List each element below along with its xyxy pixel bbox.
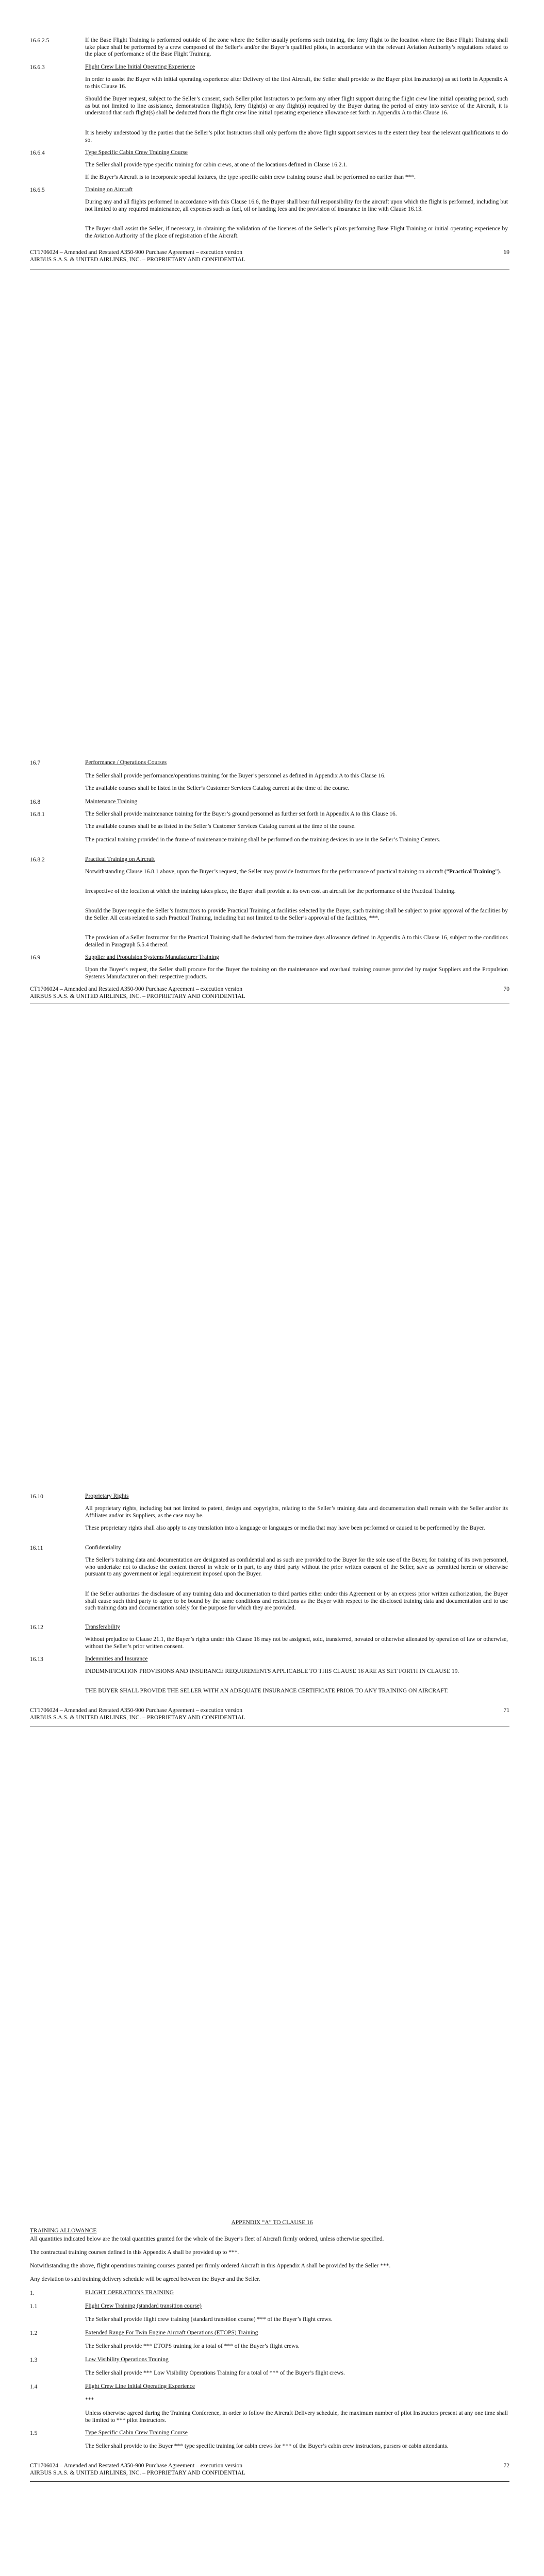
clause-number: 16.13 <box>30 1656 43 1663</box>
clause-text: If the Seller authorizes the disclosure of any training data and documentation to third parties either under this Agreement or by an express prior written authorization, the Buyer shall cause such third party to agree to be bound by the same conditions and restrictions as the Buyer with respect to the disclosed training data and documentation and to use such training data and documentation solely for the purpose for which they are provided. <box>85 1591 508 1611</box>
clause-text: The practical training provided in the frame of maintenance training shall be performed on the training devices in use in the Seller’s Training Centers. <box>85 837 440 843</box>
section-text: The Seller shall provide flight crew training (standard transition course) *** of the Buyer’s flight crews. <box>85 2316 333 2323</box>
clause-number: 16.6.5 <box>30 187 45 193</box>
clause-text: The provision of a Seller Instructor for the Practical Training shall be deducted from the trainee days allowance defined in Appendix A to this Clause 16, subject to the conditions detailed in Paragraph 5.5.4 thereof. <box>85 935 508 948</box>
clause-text: The Seller shall provide performance/operations training for the Buyer’s personnel as defined in Appendix A to this Clause 16. <box>85 773 386 779</box>
clause-number: 16.8.2 <box>30 857 45 863</box>
footer-line-1: CT1706024 – Amended and Restated A350-900 Purchase Agreement – execution version <box>30 249 242 256</box>
page-number: 69 <box>503 249 509 256</box>
intro-paragraph: The contractual training courses defined in this Appendix A shall be provided up to ***. <box>30 2249 239 2256</box>
clause-number: 16.6.3 <box>30 64 45 71</box>
clause-heading: Maintenance Training <box>85 799 138 805</box>
section-text: The Seller shall provide *** Low Visibility Operations Training for a total of *** of the Buyer’s flight crews. <box>85 2370 345 2376</box>
clause-text: All proprietary rights, including but not limited to patent, design and copyrights, relating to the Seller’s training data and documentation shall remain with the Seller and/or its Affiliates and/or its Suppliers, as the case may be. <box>85 1505 508 1519</box>
clause-number: 16.6.4 <box>30 150 45 156</box>
clause-number: 16.9 <box>30 955 41 961</box>
appendix-subtitle: TRAINING ALLOWANCE <box>30 2228 97 2234</box>
clause-text: THE BUYER SHALL PROVIDE THE SELLER WITH AN ADEQUATE INSURANCE CERTIFICATE PRIOR TO ANY TRAINING ON AIRCRAFT. <box>85 1688 449 1694</box>
section-heading: Low Visibility Operations Training <box>85 2357 169 2363</box>
clause-text: In order to assist the Buyer with initial operating experience after Delivery of the first Aircraft, the Seller shall provide to the Buyer pilot Instructor(s) as set forth in Appendix A to this Clause 16. <box>85 76 508 90</box>
page-number: 71 <box>503 1707 509 1714</box>
section-heading: Extended Range For Twin Engine Aircraft Operations (ETOPS) Training <box>85 2330 258 2336</box>
page-footer <box>30 2463 509 2477</box>
page-number: 70 <box>503 986 509 992</box>
clause-text: If the Buyer’s Aircraft is to incorporate special features, the type specific cabin crew training course shall be performed no earlier than ***. <box>85 174 416 180</box>
clause-number: 16.10 <box>30 1494 43 1500</box>
clause-text: Notwithstanding Clause 16.8.1 above, upon the Buyer’s request, the Seller may provide Instructors for the performance of practical training on aircraft (“Practical Training”). <box>85 869 501 875</box>
footer-line-2: AIRBUS S.A.S. & UNITED AIRLINES, INC. – PROPRIETARY AND CONFIDENTIAL <box>30 256 245 263</box>
clause-text: During any and all flights performed in accordance with this Clause 16.6, the Buyer shall bear full responsibility for the aircraft upon which the flight is performed, including but not limited to any required maintenance, all expenses such as fuel, oil or landing fees and the provision of insurance in line with Clause 16.13. <box>85 199 508 212</box>
clause-text: The available courses shall be as listed in the Seller’s Customer Services Catalog current at the time of the course. <box>85 823 356 829</box>
section-text: The Seller shall provide *** ETOPS training for a total of *** of the Buyer’s flight crews. <box>85 2343 300 2349</box>
clause-text: The Seller shall provide maintenance training for the Buyer’s ground personnel as further set forth in Appendix A to this Clause 16. <box>85 811 397 817</box>
section-number: 1.4 <box>30 2384 38 2390</box>
page-footer <box>30 249 509 263</box>
clause-text: INDEMNIFICATION PROVISIONS AND INSURANCE REQUIREMENTS APPLICABLE TO THIS CLAUSE 16 ARE AS SET FORTH IN CLAUSE 19. <box>85 1668 459 1674</box>
intro-paragraph: All quantities indicated below are the total quantities granted for the whole of the Buyer’s fleet of Aircraft firmly ordered, unless otherwise specified. <box>30 2236 384 2242</box>
page-divider <box>30 2481 509 2482</box>
clause-heading: Indemnities and Insurance <box>85 1656 148 1662</box>
section-number: 1. <box>30 2290 35 2296</box>
section-text: Unless otherwise agreed during the Training Conference, in order to follow the Aircraft Delivery schedule, the maximum number of pilot Instructors present at any one time shall be limited to *** pilot Instructors. <box>85 2410 508 2424</box>
clause-heading: Confidentiality <box>85 1545 121 1551</box>
clause-text: These proprietary rights shall also apply to any translation into a language or languages or media that may have been performed or caused to be performed by the Buyer. <box>85 1525 485 1531</box>
section-text: The Seller shall provide to the Buyer *** type specific training for cabin crews for *** of the Buyer’s cabin crew instructors, pursers or cabin attendants. <box>85 2443 449 2449</box>
page-number: 72 <box>503 2463 509 2469</box>
clause-heading: Supplier and Propulsion Systems Manufacturer Training <box>85 954 219 960</box>
clause-text: Irrespective of the location at which the training takes place, the Buyer shall provide at its own cost an aircraft for the performance of the Practical Training. <box>85 888 456 894</box>
clause-heading: Transferability <box>85 1624 120 1630</box>
clause-text: It is hereby understood by the parties that the Seller’s pilot Instructors shall only perform the above flight support services to the extent they bear the relevant qualifications to do so. <box>85 130 508 143</box>
page-footer <box>30 1707 509 1721</box>
appendix-title: APPENDIX “A” TO CLAUSE 16 <box>231 2219 313 2226</box>
clause-text: The Seller’s training data and documentation are designated as confidential and as such are provided to the Buyer for the sole use of the Buyer, for training of its own personnel, who undertake not to disclose the content thereof in whole or in part, to any third party without the prior written consent of the Seller, save as permitted herein or otherwise pursuant to any government or legal requirement imposed upon the Buyer. <box>85 1557 508 1577</box>
clause-number: 16.12 <box>30 1624 43 1631</box>
clause-text: The Buyer shall assist the Seller, if necessary, in obtaining the validation of the licenses of the Seller’s pilots performing Base Flight Training or initial operating experience by the Aviation Authority of the place of registration of the Aircraft. <box>85 226 508 239</box>
clause-text: Should the Buyer require the Seller’s Instructors to provide Practical Training at facilities selected by the Buyer, such training shall be subject to prior approval of the facilities by the Seller. All costs related to such Practical Training, including but not limited to the Seller’s approval of the facilities, ***. <box>85 908 508 921</box>
clause-heading: Performance / Operations Courses <box>85 759 167 766</box>
section-heading: Flight Crew Line Initial Operating Experience <box>85 2383 195 2389</box>
clause-heading: Proprietary Rights <box>85 1493 129 1499</box>
section-number: 1.2 <box>30 2330 38 2336</box>
section-heading: Type Specific Cabin Crew Training Course <box>85 2430 188 2436</box>
footer-line-2: AIRBUS S.A.S. & UNITED AIRLINES, INC. – PROPRIETARY AND CONFIDENTIAL <box>30 993 245 999</box>
clause-text: Upon the Buyer’s request, the Seller shall procure for the Buyer the training on the maintenance and overhaul training courses provided by major Suppliers and the Propulsion Systems Manufacturer on their respective products. <box>85 967 508 980</box>
section-number: 1.3 <box>30 2357 38 2363</box>
section-number: 1.5 <box>30 2430 38 2436</box>
page-footer <box>30 986 509 1000</box>
footer-line-2: AIRBUS S.A.S. & UNITED AIRLINES, INC. – PROPRIETARY AND CONFIDENTIAL <box>30 1714 245 1721</box>
clause-number: 16.8 <box>30 799 41 805</box>
section-heading: Flight Crew Training (standard transition course) <box>85 2303 202 2309</box>
clause-number: 16.8.1 <box>30 811 45 818</box>
section-number: 1.1 <box>30 2303 38 2310</box>
footer-line-1: CT1706024 – Amended and Restated A350-900 Purchase Agreement – execution version <box>30 2463 242 2469</box>
clause-text: The available courses shall be listed in the Seller’s Customer Services Catalog current at the time of the course. <box>85 785 350 791</box>
defined-term: Practical Training <box>449 869 496 875</box>
clause-text: Without prejudice to Clause 21.1, the Buyer’s rights under this Clause 16 may not be assigned, sold, transferred, novated or otherwise alienated by operation of law or otherwise, without the Seller’s prior written consent. <box>85 1636 508 1650</box>
clause-number: 16.7 <box>30 760 41 766</box>
section-heading: FLIGHT OPERATIONS TRAINING <box>85 2290 174 2296</box>
footer-line-2: AIRBUS S.A.S. & UNITED AIRLINES, INC. – PROPRIETARY AND CONFIDENTIAL <box>30 2469 245 2476</box>
footer-line-1: CT1706024 – Amended and Restated A350-900 Purchase Agreement – execution version <box>30 986 242 992</box>
clause-text: The Seller shall provide type specific training for cabin crews, at one of the locations defined in Clause 16.2.1. <box>85 162 348 168</box>
clause-text: If the Base Flight Training is performed outside of the zone where the Seller usually performs such training, the ferry flight to the location where the Base Flight Training shall take place shall be performed by a crew composed of the Seller’s and/or the Buyer’s qualified pilots, in accordance with the relevant Aviation Authority’s regulations related to the place of performance of the Base Flight Training. <box>85 37 508 57</box>
clause-heading: Flight Crew Line Initial Operating Experience <box>85 64 195 70</box>
clause-heading: Practical Training on Aircraft <box>85 856 155 862</box>
intro-paragraph: Any deviation to said training delivery schedule will be agreed between the Buyer and the Seller. <box>30 2276 260 2282</box>
clause-heading: Type Specific Cabin Crew Training Course <box>85 149 188 156</box>
clause-heading: Training on Aircraft <box>85 187 133 193</box>
clause-number: 16.6.2.5 <box>30 38 50 44</box>
intro-paragraph: Notwithstanding the above, flight operations training courses granted per firmly ordered Aircraft in this Appendix A shall be provided by the Seller ***. <box>30 2263 391 2269</box>
section-text: *** <box>85 2397 94 2403</box>
clause-number: 16.11 <box>30 1545 43 1551</box>
footer-line-1: CT1706024 – Amended and Restated A350-900 Purchase Agreement – execution version <box>30 1707 242 1714</box>
clause-text: Should the Buyer request, subject to the Seller’s consent, such Seller pilot Instructors to perform any other flight support during the flight crew line initial operating period, such as but not limited to line assistance, demonstration flight(s), ferry flight(s) or any flight(s) required by the Buyer during the period of entry into service of the Aircraft, it is understood that such flight(s) shall be deducted from the flight crew line initial operating experience allowance set forth in Appendix A to this Clause 16. <box>85 96 508 116</box>
